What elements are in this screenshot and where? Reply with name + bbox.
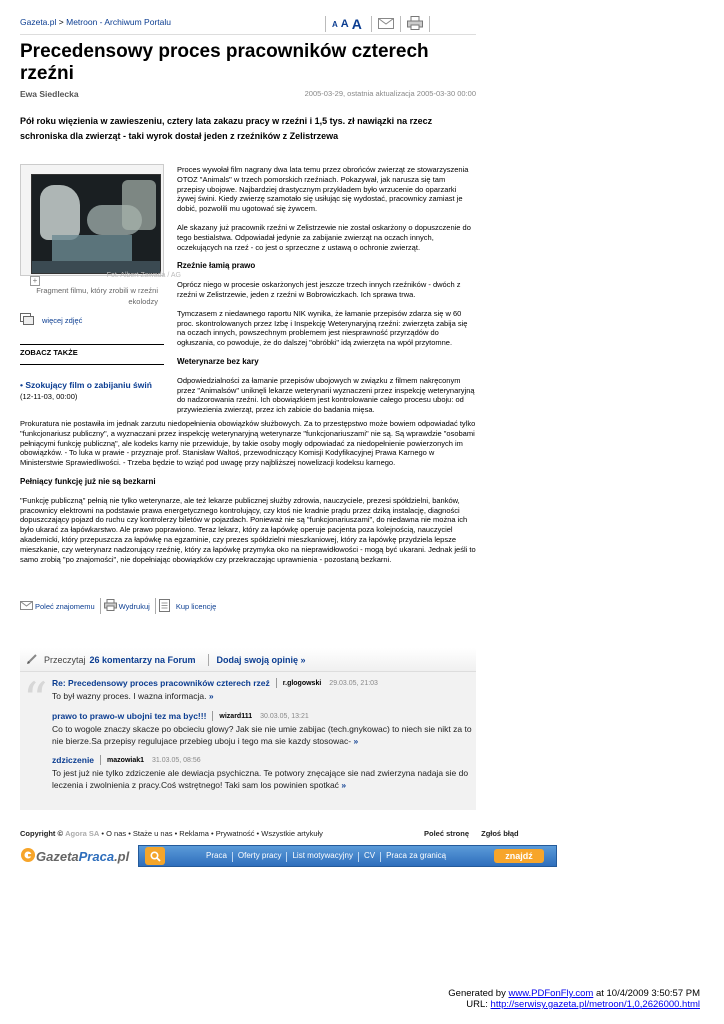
url-label: URL: xyxy=(466,999,488,1010)
breadcrumb-separator: > xyxy=(58,17,64,27)
article-subheading: Pełniący funkcję już nie są bezkarni xyxy=(20,476,156,486)
article-dates: 2005-03-29, ostatnia aktualizacja 2005-03-30 00:00 xyxy=(304,89,476,98)
article-tools xyxy=(319,14,436,34)
gallery-icon xyxy=(20,313,34,327)
comment-text: Co to wogole znaczy skacze po obcieciu glowy? Jak sie nie umie zabijac (tech.gnykowac) to niech sie nikt za to nie bierze.Sa przepisy regulujace przebieg uboju i tego ma sie kazdy stosowac- xyxy=(52,724,472,746)
article-paragraph: Proces wywołał film nagrany dwa lata temu przez obrońców zwierząt ze stowarzyszenia OTOZ "Animals" w trzech pomorskich rzeźniach. Pokazywał, jak narusza się tam przepisy ubojowe. Najbardziej drastycznym przykładem było wrzucenie do oparzarki żywej świni. Kiedy zwierzę szamotało się usiłując się wydostać, pracownicy zamiast je dobić, pozwolili mu ugotować się żywcem. xyxy=(177,165,469,214)
add-opinion-link[interactable]: Dodaj swoją opinię » xyxy=(216,654,306,665)
comment-more-link[interactable]: » xyxy=(353,736,359,746)
print-icon xyxy=(104,599,117,613)
more-photos-label: więcej zdjęć xyxy=(42,315,83,325)
action-divider xyxy=(155,598,156,614)
see-also-link[interactable]: Szokujący film o zabijaniu świń xyxy=(25,380,152,390)
logo-part-gazeta: Gazeta xyxy=(36,848,79,864)
recommend-label: Poleć znajomemu xyxy=(35,601,95,611)
comments-divider xyxy=(208,654,209,666)
logo-part-praca: Praca xyxy=(78,848,115,864)
print-button[interactable] xyxy=(104,599,150,613)
site-footer xyxy=(20,829,530,841)
article-author: Ewa Siedlecka xyxy=(20,89,79,99)
pdfonfly-link[interactable]: www.PDFonFly.com xyxy=(508,988,594,999)
tool-divider xyxy=(325,16,326,32)
article-lead: Pół roku więzienia w zawieszeniu, cztery lata zakazu pracy w rzeźni i 1,5 tys. zł nawiązki na rzecz schroniska dla zwierząt - taki wyrok dostał jeden z rzeźników z Zelistrzewa xyxy=(20,116,433,141)
photo-frame xyxy=(20,164,181,285)
find-button[interactable]: znajdź xyxy=(494,849,544,863)
logo-g-icon xyxy=(20,847,36,866)
ad-link-praca[interactable]: Praca xyxy=(206,850,227,860)
article-subheading: Rzeźnie łamią prawo xyxy=(177,261,256,271)
article-paragraph: Tymczasem z niedawnego raportu NIK wynika, że łamanie przepisów zdarza się w 60 proc. skontrolowanych przez Izbę i Inspekcję Weterynaryjną rzeźni: zwierzęta zabija się na oczach innych, powszechnym problemem jest niesprawność przyrządów do ogłuszania, co powoduje, że do dalszej "obróbki" idą zwierzęta na wpół przytomne. xyxy=(177,308,468,348)
comments-header xyxy=(20,648,476,672)
footer-right xyxy=(424,829,519,838)
article-paragraph: "Funkcję publiczną" pełnią nie tylko weterynarze, ale też lekarze publicznej służby zdrowia, nauczyciele, prezesi spółdzielni, banków, pracownicy elektrowni na podstawie prawa energetycznego kontrolujący, czy ktoś nie kradnie prądu przez dziką instalację, diagności dopuszczający pojazd do ruchu czy kontrolerzy biletów w pojazdach. Ponieważ nie są "funkcjonariuszami", do niedawna nie można ich było ukarać za łapówkarstwo. Ale prawo poprawiono. Teraz lekarz, który za łapówkę operuje pacjenta poza kolejnością, nauczyciel akademicki, który przepuszcza za łapówkę na egzaminie, czy prezes spółdzielni mieszkaniowej, który za łapówkę przydziela lepsze mieszkanie, czy weterynarz nadzorujący rzeźnię, który za łapówkę przymyka oko na nieprawidłowości - mogą być ukarani. Jednak jeśli to samo zrobią "po znajomości", nie dopełniając obowiązków czy przekraczając uprawnienia - pozostaną bezkarni. xyxy=(20,495,476,564)
more-photos-link[interactable] xyxy=(20,313,164,327)
comments-section xyxy=(20,648,476,810)
email-icon[interactable] xyxy=(378,18,394,31)
font-small-button[interactable]: A xyxy=(332,19,338,29)
article-body-full xyxy=(20,419,476,573)
article-paragraph: Ale skazany już pracownik rzeźni w Zelistrzewie nie został oskarżony o dopuszczenie do tego bestialstwa. Odpowiadał jedynie za zabijanie zwierząt na oczach innych, oczekujących na rzeź - co jest o sprzeczne z ustawą o ochronie zwierząt. xyxy=(177,222,471,252)
quote-icon: “ xyxy=(23,672,48,728)
comment-more-link[interactable]: » xyxy=(208,691,214,701)
print-icon[interactable] xyxy=(407,16,423,32)
comment-more-link[interactable]: » xyxy=(341,780,347,790)
comment-item xyxy=(52,678,472,702)
comment-author: wizard111 xyxy=(219,712,253,720)
article-body-column xyxy=(177,165,475,424)
pdf-generated-note xyxy=(448,988,700,1010)
email-icon xyxy=(20,601,33,612)
comment-item xyxy=(52,711,472,747)
gazetapraca-links xyxy=(201,851,451,862)
comment-title-link[interactable]: Re: Precedensowy proces pracowników czterech rzeź xyxy=(52,678,270,688)
recommend-page-link[interactable]: Poleć stronę xyxy=(424,829,470,838)
footer-links[interactable]: • O nas • Staże u nas • Reklama • Prywatność • Wszystkie artykuły xyxy=(101,829,323,838)
breadcrumb-site-link[interactable]: Gazeta.pl xyxy=(20,17,57,27)
ad-link-list[interactable]: List motywacyjny xyxy=(292,850,353,860)
comment-author: mazowiak1 xyxy=(107,756,145,764)
comment-divider xyxy=(212,711,213,721)
source-url-link[interactable]: http://serwisy.gazeta.pl/metroon/1,0,2626000.html xyxy=(490,999,700,1010)
tool-divider xyxy=(371,16,372,32)
comment-date: 31.03.05, 08:56 xyxy=(152,756,201,764)
tool-divider xyxy=(400,16,401,32)
copyright-label: Copyright © xyxy=(20,829,64,838)
generated-prefix: Generated by xyxy=(448,988,506,999)
see-also-divider xyxy=(20,357,164,365)
font-medium-button[interactable]: A xyxy=(340,18,349,30)
tool-divider xyxy=(429,16,430,32)
comments-list xyxy=(20,672,476,810)
generated-suffix: at 10/4/2009 3:50:57 PM xyxy=(595,988,700,999)
article-photo[interactable] xyxy=(31,174,161,274)
ad-link-cv[interactable]: CV xyxy=(363,850,376,860)
article-actions xyxy=(20,598,216,614)
article-paragraph: Prokuratura nie postawiła im jednak zarzutu niedopełnienia obowiązków służbowych. Za to przestępstwo może bowiem odpowiadać tylko "funkcjonariusz publiczny", a wyznaczani przez inspekcję weterynaryjną weterynarze "funkcjonariuszami" nie są. Są wprawdzie "osobami pełniącymi funkcję publiczną", ale kodeks karny nie przewiduje, by takie osoby mogły odpowiadać za niedopełnienie powierzonych im obowiązków. - To luka w prawie - przyznaje prof. Stanisław Waltoś, przewodniczący Komisji Kodyfikacyjnej Prawa Karnego w Ministerstwie Sprawiedliwości. - Trzeba będzie to wziąć pod uwagę przy najbliższej nowelizacji kodeksu karnego. xyxy=(20,419,476,468)
report-error-link[interactable]: Zgłoś błąd xyxy=(481,829,519,838)
see-also-header: ZOBACZ TAKŻE xyxy=(20,344,164,357)
comment-title-link[interactable]: prawo to prawo-w ubojni tez ma byc!!! xyxy=(52,711,207,721)
top-bar xyxy=(20,14,476,34)
document-icon xyxy=(159,599,170,614)
action-divider xyxy=(100,598,101,614)
header-divider xyxy=(20,34,476,35)
search-icon[interactable] xyxy=(145,847,165,865)
comment-item xyxy=(52,755,472,791)
expand-photo-icon[interactable]: + xyxy=(30,276,40,286)
photo-credit: Fot. Albert Zawada / AG xyxy=(106,272,181,279)
comments-forum-link[interactable]: 26 komentarzy na Forum xyxy=(89,654,196,665)
print-label: Wydrukuj xyxy=(118,601,150,611)
see-also-date: (12-11-03, 00:00) xyxy=(20,392,78,401)
agora-link[interactable]: Agora SA xyxy=(65,829,100,838)
comment-text: To był wazny proces. I wazna informacja. xyxy=(52,691,207,701)
comment-text: To jest już nie tylko zdziczenie ale dewiacja psychiczna. Te potwory znęcające sie nad zwierzyna nadaja sie do leczenia i zwolnienia z pracy.Coś wstrętnego! Taki sam los powinien spotkać xyxy=(52,768,469,790)
recommend-button[interactable] xyxy=(20,601,95,612)
comment-author: r.glogowski xyxy=(282,679,322,687)
gazetapraca-bar xyxy=(138,845,557,867)
comment-date: 29.03.05, 21:03 xyxy=(329,679,378,687)
gazetapraca-logo[interactable] xyxy=(20,845,138,867)
breadcrumb-section-link[interactable]: Metroon - Archiwum Portalu xyxy=(66,17,171,27)
article-subheading: Weterynarze bez kary xyxy=(177,356,259,366)
comment-divider xyxy=(276,678,277,688)
breadcrumb xyxy=(20,17,171,27)
photo-caption: Fragment filmu, który zrobili w rzeźni ekolodzy xyxy=(36,286,158,306)
comments-read-prefix: Przeczytaj xyxy=(44,654,86,665)
article-title: Precedensowy proces pracowników czterech rzeźni xyxy=(20,41,429,84)
article-paragraph: Odpowiedzialności za łamanie przepisów ubojowych w związku z filmem nakręconym przez "Animalsów" uniknęli lekarze weterynarii wyznaczeni przez inspekcję weterynaryjną do nadzorowania rzeźni. Ich obowiązkiem jest kontrolowanie całego procesu uboju: od przywiezienia zwierząt, przez ich zabicie do badania mięsa. xyxy=(177,375,475,415)
pencil-icon xyxy=(26,653,38,667)
comment-date: 30.03.05, 13:21 xyxy=(260,712,309,720)
comment-title-link[interactable]: zdziczenie xyxy=(52,755,95,765)
license-label: Kup licencję xyxy=(175,601,217,611)
comment-divider xyxy=(100,755,101,765)
font-large-button[interactable]: A xyxy=(351,16,362,32)
article-paragraph: Oprócz niego w procesie oskarżonych jest jeszcze trzech innych rzeźników - dwóch z rzeźni w Zelistrzewie, jeden z rzeźni w Bobrowiczkach. Ich sprawa trwa. xyxy=(177,280,461,299)
ad-link-oferty[interactable]: Oferty pracy xyxy=(237,850,282,860)
ad-link-zagranica[interactable]: Praca za granicą xyxy=(386,850,447,860)
license-button[interactable] xyxy=(159,599,216,614)
see-also-item[interactable]: • Szokujący film o zabijaniu świń (12-11-03, 00:00) xyxy=(20,380,152,401)
gazetapraca-banner[interactable] xyxy=(20,845,557,867)
logo-part-pl: .pl xyxy=(114,848,130,864)
article-sidebar xyxy=(20,164,181,402)
